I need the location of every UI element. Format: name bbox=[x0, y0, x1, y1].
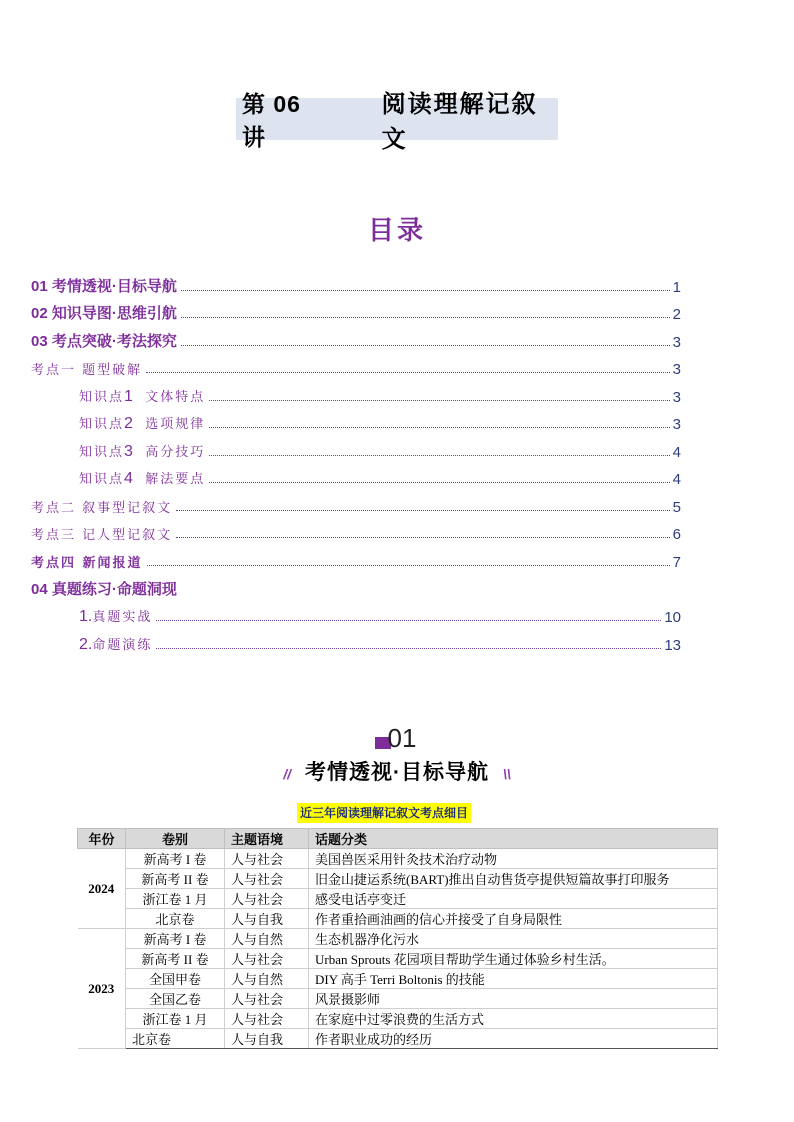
table-row bbox=[78, 909, 718, 929]
exam-topics-table bbox=[77, 828, 718, 1049]
theme-cell: 人与自然 bbox=[225, 929, 309, 949]
topic-cell: 生态机器净化污水 bbox=[309, 929, 718, 949]
theme-cell: 人与社会 bbox=[225, 889, 309, 909]
topic-cell: 旧金山捷运系统(BART)推出自动售货亭提供短篇故事打印服务 bbox=[309, 869, 718, 889]
theme-cell: 人与社会 bbox=[225, 849, 309, 869]
toc-num: 2. bbox=[79, 636, 93, 653]
toc-entry-03[interactable] bbox=[31, 329, 681, 351]
toc-label: 02 知识导图·思维引航 bbox=[31, 305, 177, 322]
leader-dots bbox=[209, 482, 669, 483]
toc-text: 文体特点 bbox=[145, 390, 206, 405]
table-row bbox=[78, 889, 718, 909]
toc-num: 4 bbox=[124, 470, 133, 487]
toc-num: 2 bbox=[124, 415, 133, 432]
theme-cell: 人与社会 bbox=[225, 869, 309, 889]
topic-cell: 感受电话亭变迁 bbox=[309, 889, 718, 909]
header-year: 年份 bbox=[78, 829, 126, 849]
toc-label: 03 考点突破·考法探究 bbox=[31, 333, 177, 350]
paper-cell: 新高考 II 卷 bbox=[126, 949, 225, 969]
theme-cell: 人与社会 bbox=[225, 989, 309, 1009]
topic-cell: 美国兽医采用针灸技术治疗动物 bbox=[309, 849, 718, 869]
toc-page: 13 bbox=[664, 637, 681, 654]
toc-prefix: 知识点 bbox=[79, 445, 125, 460]
topic-cell: 风景摄影师 bbox=[309, 989, 718, 1009]
paper-cell: 新高考 I 卷 bbox=[126, 929, 225, 949]
leader-dots bbox=[181, 345, 670, 346]
toc-page: 2 bbox=[672, 306, 681, 323]
toc-page: 3 bbox=[672, 389, 681, 406]
toc-heading: 目录 bbox=[367, 215, 426, 245]
toc-text: 选项规律 bbox=[145, 417, 206, 432]
toc-prefix: 知识点 bbox=[79, 472, 125, 487]
section-number: 01 bbox=[387, 723, 417, 753]
toc-page: 5 bbox=[672, 499, 681, 516]
toc-page: 3 bbox=[672, 361, 681, 378]
toc-entry-04[interactable] bbox=[31, 577, 681, 599]
topic-cell: Urban Sprouts 花园项目帮助学生通过体验乡村生活。 bbox=[309, 949, 718, 969]
toc-num: 3 bbox=[124, 443, 133, 460]
leader-dots bbox=[156, 648, 661, 649]
toc-entry-kaodian-4[interactable] bbox=[31, 549, 681, 571]
table-row bbox=[78, 1029, 718, 1049]
lecture-number: 第 06 讲 bbox=[242, 91, 301, 150]
leader-dots bbox=[156, 620, 661, 621]
paper-cell: 浙江卷 1 月 bbox=[126, 1009, 225, 1029]
paper-cell: 全国甲卷 bbox=[126, 969, 225, 989]
paper-cell: 新高考 II 卷 bbox=[126, 869, 225, 889]
toc-page: 6 bbox=[672, 526, 681, 543]
leader-dots bbox=[209, 455, 669, 456]
toc-page: 3 bbox=[672, 416, 681, 433]
toc-label: 考点三 记人型记叙文 bbox=[31, 528, 173, 543]
section-title: 考情透视·目标导航 bbox=[299, 756, 495, 786]
toc-entry-zhishidian-1[interactable] bbox=[31, 384, 681, 406]
topic-cell: 在家庭中过零浪费的生活方式 bbox=[309, 1009, 718, 1029]
leader-dots bbox=[176, 537, 670, 538]
toc-entry-zhishidian-4[interactable] bbox=[31, 466, 681, 488]
paper-cell: 全国乙卷 bbox=[126, 989, 225, 1009]
theme-cell: 人与自我 bbox=[225, 1029, 309, 1049]
paper-cell: 北京卷 bbox=[126, 1029, 225, 1049]
year-cell: 2023 bbox=[78, 929, 126, 1049]
toc-entry-kaodian-1[interactable] bbox=[31, 356, 681, 378]
paper-cell: 浙江卷 1 月 bbox=[126, 889, 225, 909]
toc-text: 命题演练 bbox=[92, 638, 153, 653]
toc-prefix: 知识点 bbox=[79, 417, 125, 432]
toc-label bbox=[79, 634, 152, 654]
topic-cell: 作者职业成功的经历 bbox=[309, 1029, 718, 1049]
toc-entry-practice-1[interactable] bbox=[31, 604, 681, 626]
toc-label: 考点二 叙事型记叙文 bbox=[31, 501, 173, 516]
toc-text: 真题实战 bbox=[92, 610, 153, 625]
paper-cell: 北京卷 bbox=[126, 909, 225, 929]
toc-label: 01 考情透视·目标导航 bbox=[31, 278, 177, 295]
toc-entry-zhishidian-3[interactable] bbox=[31, 439, 681, 461]
table-row bbox=[78, 1009, 718, 1029]
toc-num: 1 bbox=[124, 388, 133, 405]
toc-label: 考点一 题型破解 bbox=[31, 363, 143, 378]
theme-cell: 人与社会 bbox=[225, 949, 309, 969]
topic-cell: DIY 高手 Terri Boltonis 的技能 bbox=[309, 969, 718, 989]
toc-entry-01[interactable] bbox=[31, 274, 681, 296]
leader-dots bbox=[209, 427, 669, 428]
toc-label bbox=[79, 386, 205, 406]
toc-page: 4 bbox=[672, 471, 681, 488]
section-number-wrap bbox=[0, 723, 794, 754]
theme-cell: 人与自我 bbox=[225, 909, 309, 929]
leader-dots bbox=[209, 400, 669, 401]
toc-label bbox=[79, 441, 205, 461]
topic-cell: 作者重拾画油画的信心并接受了自身局限性 bbox=[309, 909, 718, 929]
leader-dots bbox=[176, 510, 670, 511]
leader-dots bbox=[181, 317, 670, 318]
toc-entry-practice-2[interactable] bbox=[31, 632, 681, 654]
theme-cell: 人与社会 bbox=[225, 1009, 309, 1029]
toc-text: 解法要点 bbox=[145, 472, 206, 487]
table-row bbox=[78, 949, 718, 969]
toc-label: 04 真题练习·命题洞现 bbox=[31, 581, 177, 598]
toc-entry-kaodian-2[interactable] bbox=[31, 494, 681, 516]
toc-page: 10 bbox=[664, 609, 681, 626]
toc-label bbox=[79, 606, 152, 626]
table-row bbox=[78, 869, 718, 889]
table-row bbox=[78, 849, 718, 869]
leader-dots bbox=[181, 290, 670, 291]
toc-page: 4 bbox=[672, 444, 681, 461]
toc-label: 考点四 新闻报道 bbox=[31, 556, 143, 571]
slash-decoration-left: // bbox=[283, 766, 291, 782]
toc-entry-zhishidian-2[interactable] bbox=[31, 411, 681, 433]
toc-page: 1 bbox=[672, 279, 681, 296]
leader-dots bbox=[147, 565, 670, 566]
toc-num: 1. bbox=[79, 608, 93, 625]
table-row bbox=[78, 989, 718, 1009]
paper-cell: 新高考 I 卷 bbox=[126, 849, 225, 869]
table-row bbox=[78, 969, 718, 989]
page-title bbox=[236, 91, 558, 153]
leader-dots bbox=[146, 372, 670, 373]
header-paper: 卷别 bbox=[126, 829, 225, 849]
toc-label bbox=[79, 468, 205, 488]
toc-entry-02[interactable] bbox=[31, 301, 681, 323]
toc-entry-kaodian-3[interactable] bbox=[31, 521, 681, 543]
section-title-wrap bbox=[0, 756, 794, 786]
slash-decoration-right: \\ bbox=[503, 766, 511, 782]
table-title: 近三年阅读理解记叙文考点细目 bbox=[297, 803, 471, 823]
toc-page: 7 bbox=[672, 554, 681, 571]
toc-prefix: 知识点 bbox=[79, 390, 125, 405]
header-topic: 话题分类 bbox=[309, 829, 718, 849]
table-header-row bbox=[78, 829, 718, 849]
lecture-topic: 阅读理解记叙文 bbox=[381, 91, 538, 153]
year-cell: 2024 bbox=[78, 849, 126, 929]
toc-label bbox=[79, 413, 205, 433]
toc-page: 3 bbox=[672, 334, 681, 351]
toc-text: 高分技巧 bbox=[145, 445, 206, 460]
table-row bbox=[78, 929, 718, 949]
theme-cell: 人与自然 bbox=[225, 969, 309, 989]
header-theme: 主题语境 bbox=[225, 829, 309, 849]
